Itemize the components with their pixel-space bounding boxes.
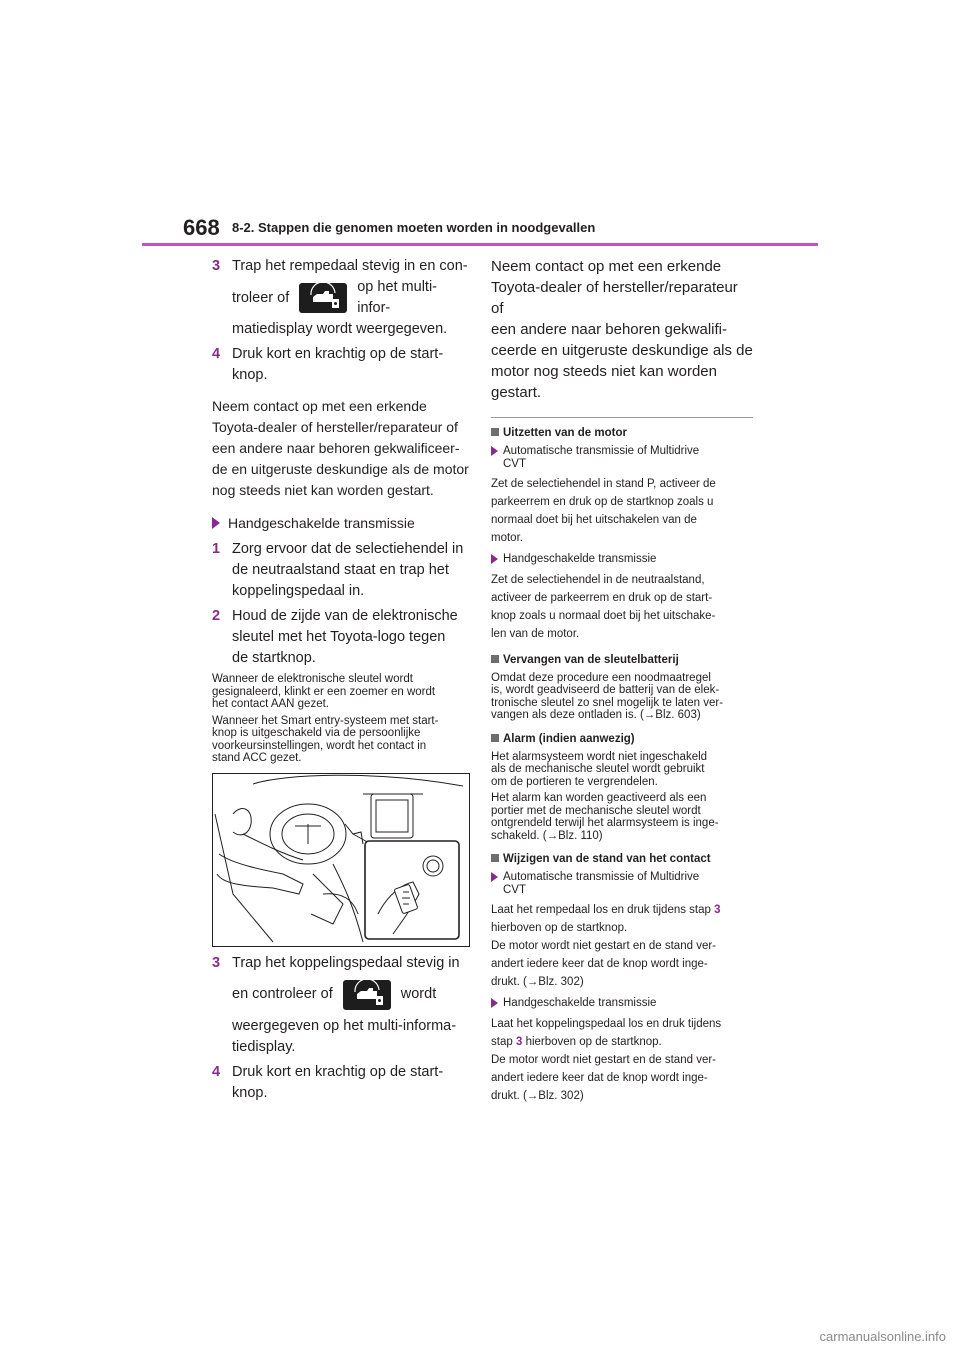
section-title-alarm: Alarm (indien aanwezig) [491,732,753,747]
contact-dealer-paragraph: Neem contact op met een erkende Toyota-dealer of hersteller/reparateur of een andere naar behoren gekwalificeer- de en uitgeruste deskundige als de motor nog steeds niet kan worden gestart. [212,398,469,498]
step-2-hold-key: 2 Houd de zijde van de elektronische sleutel met het Toyota-logo tegen de startknop. [212,608,458,666]
section-title-battery: Vervangen van de sleutelbatterij [491,653,753,668]
triangle-bullet-icon [212,517,220,529]
alarm-text-2: Het alarm kan worden geactiveerd als een portier met de mechanische sleutel wordt ontgrendeld terwijl het alarmsysteem is inge- schakeld. (→Blz. 110) [491,792,719,842]
engine-off-auto-text: Zet de selectiehendel in stand P, activeer de parkeerrem en druk op de startknop zoals u normaal doet bij het uitschakelen van de motor. [491,478,716,544]
step-4-press-start: 4 Druk kort en krachtig op de start- knop. [212,346,444,383]
header-rule [142,243,818,246]
left-column [212,256,470,1108]
battery-text: Omdat deze procedure een noodmaatregel is, wordt geadviseerd de batterij van de elek- tronische sleutel zo snel mogelijk te laten ver- vangen als deze ontladen is. (→Blz. 603) [491,671,724,721]
ignition-auto-text: Laat het rempedaal los en druk tijdens stap 3 hierboven op de startknop. [491,904,721,934]
step-3-brake: 3 Trap het rempedaal stevig in en con- troleer of op het multi-infor- matiedisplay wordt weergegeven. [212,258,468,337]
step-number: 3 [212,954,221,971]
section-title-engine-off: Uitzetten van de motor [491,426,753,441]
alarm-text-1: Het alarmsysteem wordt niet ingeschakeld als de mechanische sleutel wordt gebruikt om de portieren te vergrendelen. [491,750,708,788]
auto-transmission-heading: Automatische transmissie of Multidrive CVT [491,445,753,470]
square-bullet-icon [491,854,499,862]
section-title-ignition-mode: Wijzigen van de stand van het contact [491,852,753,867]
ignition-manual-text: Laat het koppelingspedaal los en druk tijdens stap 3 hierboven op de startknop. [491,1017,722,1048]
square-bullet-icon [491,428,499,436]
triangle-bullet-icon [491,554,498,564]
engine-key-warning-icon [299,283,347,313]
engine-off-manual-text: Zet de selectiehendel in de neutraalstand, activeer de parkeerrem en druk op de start- knop zoals u normaal doet bij het uitschake- len van de motor. [491,573,716,640]
step-number: 1 [212,541,221,557]
step-number: 3 [212,258,221,274]
right-column [491,256,753,1109]
triangle-bullet-icon [491,872,498,882]
triangle-bullet-icon [491,998,498,1008]
note-key-detected: Wanneer de elektronische sleutel wordt gesignaleerd, klinkt er een zoemer en wordt het contact AAN gezet. [212,673,436,710]
auto-transmission-heading: Automatische transmissie of Multidrive CVT [491,871,753,896]
engine-key-warning-icon [343,980,391,1010]
manual-transmission-heading: Handgeschakelde transmissie [491,997,753,1010]
square-bullet-icon [491,655,499,663]
section-header: 8-2. Stappen die genomen moeten worden in noodgevallen [232,220,596,235]
manual-transmission-heading: Handgeschakelde transmissie [212,513,470,533]
step-number: 4 [212,346,221,362]
step-number: 4 [212,1063,221,1080]
watermark: carmanualsonline.info [819,1329,946,1344]
step-3-clutch: 3 Trap het koppelingspedaal stevig in en controleer of wordt weergegeven op het multi-informa- tiedisplay. [212,954,460,1055]
ignition-auto-text-2: De motor wordt niet gestart en de stand ver- andert iedere keer dat de knop wordt inge- drukt. (→Blz. 302) [491,940,716,988]
illustration-driver-key-start-button [212,773,470,947]
triangle-bullet-icon [491,446,498,456]
square-bullet-icon [491,734,499,742]
section-separator [491,417,753,418]
note-smart-entry: Wanneer het Smart entry-systeem met start- knop is uitgeschakeld via de persoonlijke voorkeursinstellingen, wordt het contact in stand ACC gezet. [212,714,439,764]
page-number: 668 [183,215,220,240]
manual-transmission-heading: Handgeschakelde transmissie [491,553,753,566]
ignition-manual-text-2: De motor wordt niet gestart en de stand ver- andert iedere keer dat de knop wordt inge- drukt. (→Blz. 302) [491,1053,716,1102]
contact-dealer-paragraph-right: Neem contact op met een erkende Toyota-dealer of hersteller/reparateur of een andere naar behoren gekwalifi- ceerde en uitgeruste deskundige als de motor nog steeds niet kan worden gestart. [491,258,753,401]
step-4-press-start-manual: 4 Druk kort en krachtig op de start- knop. [212,1063,444,1101]
step-1-neutral: 1 Zorg ervoor dat de selectiehendel in de neutraalstand staat en trap het koppelingspedaal in. [212,541,464,599]
step-number: 2 [212,608,221,624]
